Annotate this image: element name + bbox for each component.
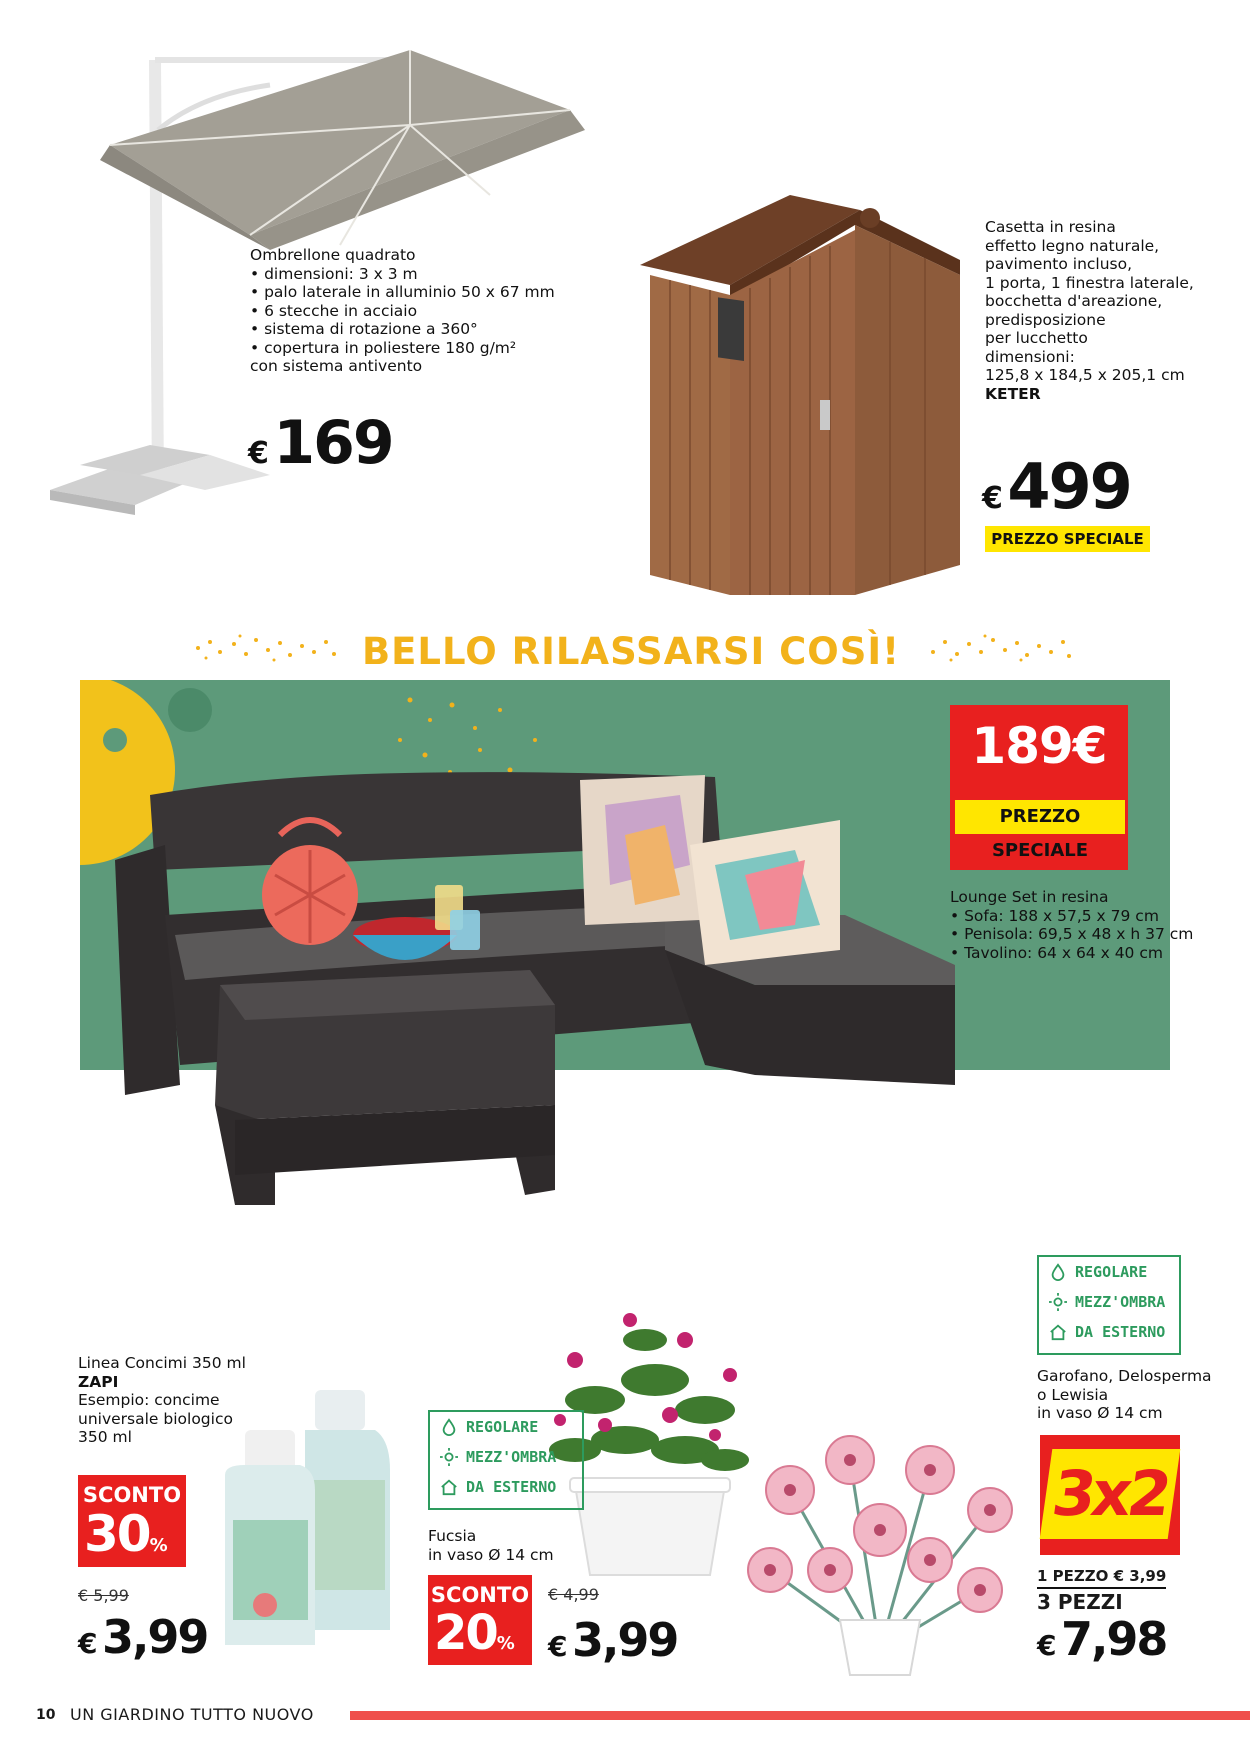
price-value: 169 [273,408,393,478]
fertilizer-old-price: € 5,99 [78,1586,129,1605]
shed-brand: KETER [985,384,1041,403]
umbrella-feature: • palo laterale in alluminio 50 x 67 mm [250,283,555,301]
discount-label: SCONTO [430,1583,530,1607]
fertilizer-brand: ZAPI [78,1372,119,1391]
discount-value: 20 [434,1605,497,1661]
lounge-price: 189€ [971,717,1107,775]
fuchsia-discount-badge [428,1575,532,1665]
banner-headline: BELLO RILASSARSI COSÌ! [361,630,901,673]
care-watering [430,1412,582,1442]
discount-label: SCONTO [82,1483,182,1507]
house-icon [440,1478,458,1496]
umbrella-price [248,408,393,478]
care-light [430,1442,582,1472]
shed-line: dimensioni: [985,347,1075,366]
fuchsia-old-price: € 4,99 [548,1585,599,1604]
price-value: 3,99 [101,1610,208,1664]
lounge-description [950,888,1193,962]
fertilizer-discount-badge [78,1475,186,1567]
page-number: 10 [36,1707,56,1723]
care-location [430,1472,582,1502]
shed-line: bocchetta d'areazione, [985,292,1163,310]
currency-symbol: € [78,1627,98,1660]
fertilizer-line: universale biologico [78,1409,233,1428]
lounge-feature: • Tavolino: 64 x 64 x 40 cm [950,943,1163,962]
umbrella-feature: • 6 stecche in acciaio [250,301,418,320]
percent-sign: % [496,1633,515,1654]
umbrella-feature: • sistema di rotazione a 360° [250,320,478,338]
shed-line: per lucchetto [985,329,1088,347]
fuchsia-description [428,1527,554,1564]
shed-description [985,218,1194,403]
shed-line: 1 porta, 1 finestra laterale, [985,273,1194,292]
shed-special-tag: PREZZO SPECIALE [985,526,1150,552]
carnation-care-box [1037,1255,1181,1355]
price-value: 3,99 [571,1613,678,1667]
umbrella-description [250,246,555,376]
water-drop-icon [1049,1263,1067,1281]
currency-symbol: € [248,436,269,471]
carnation-price [1037,1612,1166,1666]
shed-line: predisposizione [985,310,1106,329]
fertilizer-price [78,1610,207,1664]
shed-line: effetto legno naturale, [985,236,1160,255]
care-label: REGOLARE [1075,1263,1148,1281]
carnation-line: o Lewisia [1037,1385,1109,1404]
promo-3x2: 3x2 [1040,1449,1181,1539]
lounge-special-tag: PREZZO SPECIALE [955,800,1125,834]
sun-icon [1049,1293,1067,1311]
umbrella-feature: con sistema antivento [250,357,423,375]
care-label: DA ESTERNO [1075,1323,1166,1341]
care-label: REGOLARE [466,1418,539,1436]
sun-icon [440,1448,458,1466]
footer-red-bar [350,1711,1250,1720]
water-drop-icon [440,1418,458,1436]
carnation-qty: 3 PEZZI [1037,1590,1123,1614]
price-value: 7,98 [1060,1612,1167,1666]
fuchsia-price [548,1613,677,1667]
carnation-description [1037,1367,1212,1423]
currency-symbol: € [1037,1629,1057,1662]
care-label: MEZZ'OMBRA [1075,1293,1166,1311]
house-icon [1049,1323,1067,1341]
dots-decoration-left [190,630,340,670]
fertilizer-bottles-image [205,1380,415,1650]
carnation-plant-image [730,1420,1030,1680]
lounge-set-image [105,765,965,1205]
discount-value: 30 [84,1505,150,1563]
umbrella-feature: • copertura in poliestere 180 g/m² [250,338,517,357]
percent-sign: % [149,1535,168,1556]
fertilizer-line: Esempio: concime [78,1391,220,1409]
carnation-3x2-badge [1040,1435,1180,1555]
lounge-feature: • Penisola: 69,5 x 48 x h 37 cm [950,925,1194,943]
carnation-line: in vaso Ø 14 cm [1037,1404,1163,1422]
care-watering [1039,1257,1179,1287]
fertilizer-title: Linea Concimi 350 ml [78,1354,246,1372]
care-label: DA ESTERNO [466,1478,557,1496]
umbrella-title: Ombrellone quadrato [250,246,416,264]
fertilizer-line: 350 ml [78,1428,132,1446]
shed-line: 125,8 x 184,5 x 205,1 cm [985,366,1185,384]
shed-line: pavimento incluso, [985,255,1133,273]
umbrella-feature: • dimensioni: 3 x 3 m [250,264,418,283]
carnation-line: Garofano, Delosperma [1037,1367,1212,1385]
fuchsia-line: Fucsia [428,1527,477,1545]
care-location [1039,1317,1179,1347]
section-title: UN GIARDINO TUTTO NUOVO [70,1705,314,1724]
lounge-title: Lounge Set in resina [950,888,1109,906]
currency-symbol: € [548,1630,568,1663]
care-light [1039,1287,1179,1317]
care-label: MEZZ'OMBRA [466,1448,557,1466]
lounge-feature: • Sofa: 188 x 57,5 x 79 cm [950,906,1159,925]
carnation-unit-price: 1 PEZZO € 3,99 [1037,1567,1166,1589]
price-value: 499 [1007,450,1131,523]
currency-symbol: € [982,481,1003,516]
shed-line: Casetta in resina [985,218,1116,236]
shed-image [630,190,970,600]
fuchsia-line: in vaso Ø 14 cm [428,1545,554,1564]
fuchsia-care-box [428,1410,584,1510]
dots-decoration-right [925,630,1075,670]
shed-price [982,450,1131,523]
